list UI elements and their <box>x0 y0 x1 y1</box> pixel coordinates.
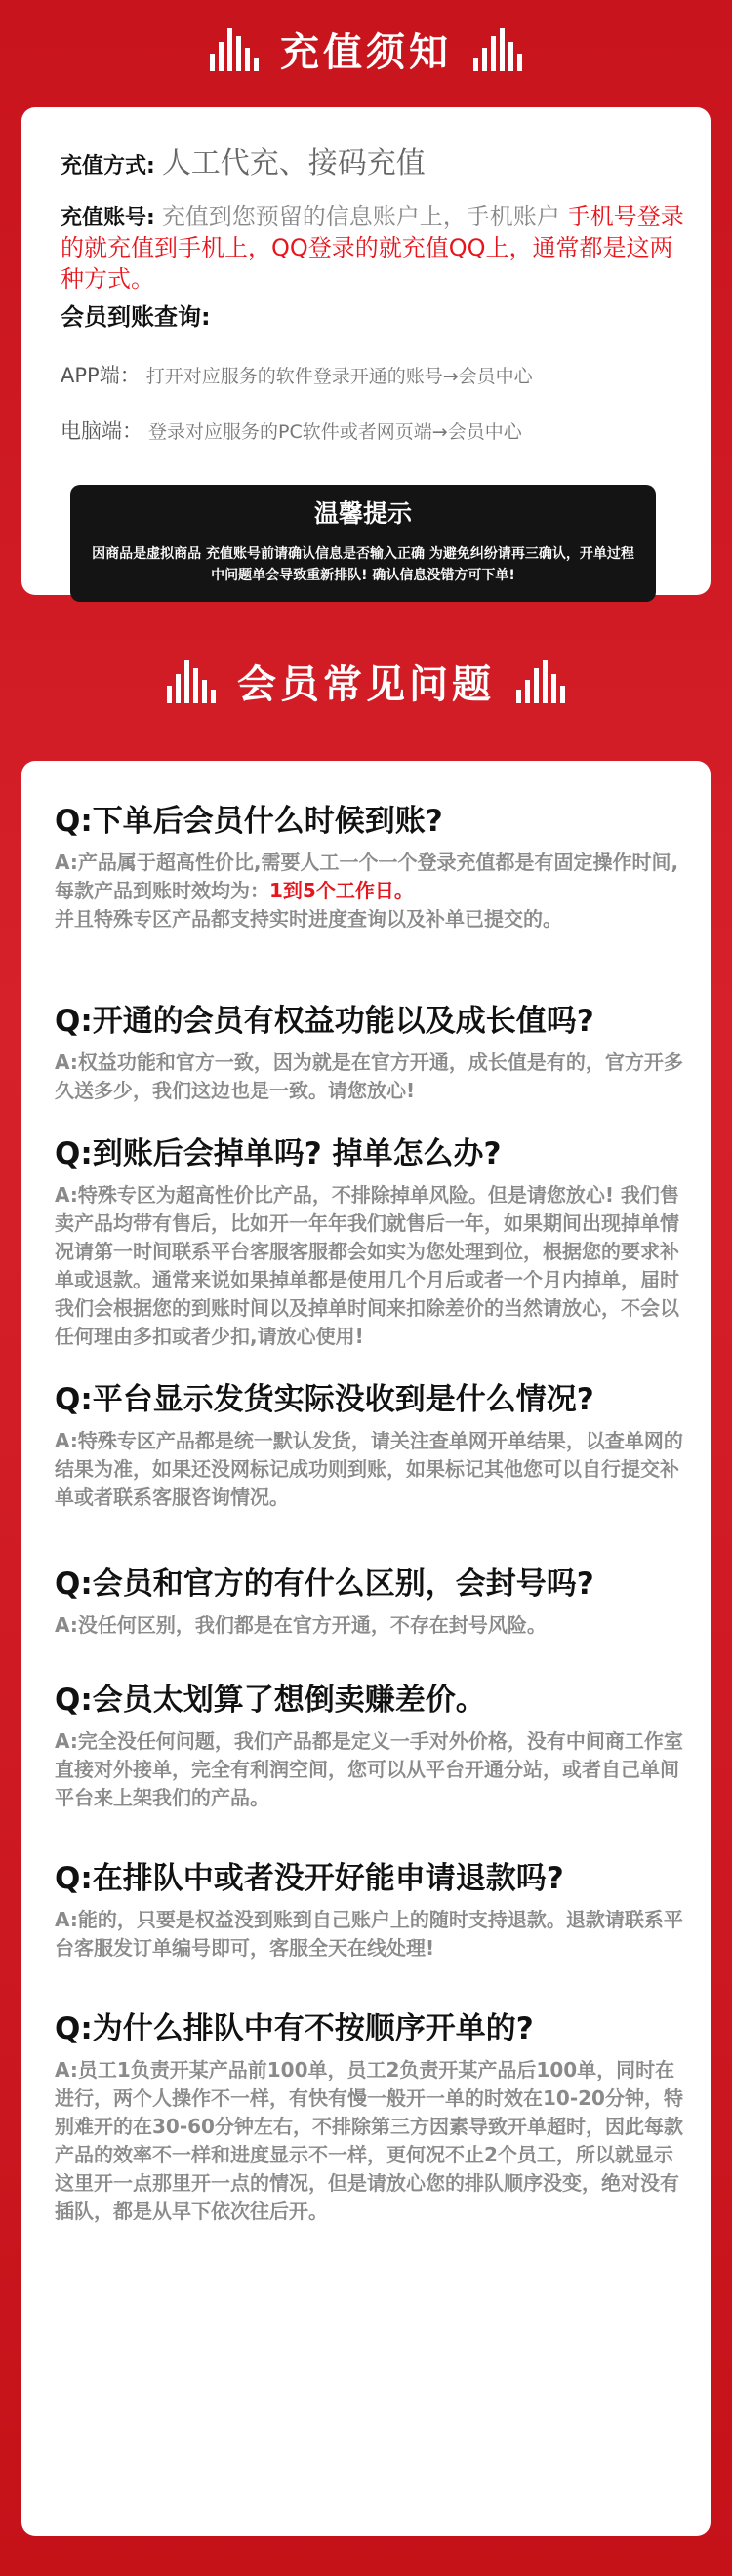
recharge-account-red-text: 手机号登录的就充值到手机上，QQ登录的就充值QQ上，通常都是这两种方式。 <box>61 203 684 293</box>
member-query-title: 会员到账查询: <box>61 303 211 331</box>
section-title-notice: 充值须知 <box>280 29 452 75</box>
faq-answer: A:能的，只要是权益没到账到自己账户上的随时支持退款。退款请联系平台客服发订单编号即可，客服全天在线处理! <box>55 1908 683 1960</box>
pc-query-label: 电脑端： <box>61 419 142 443</box>
faq-item <box>55 1000 683 1105</box>
warm-tip-box <box>70 485 656 602</box>
app-query-label: APP端： <box>61 364 141 387</box>
recharge-method-value: 人工代充、接码充值 <box>161 146 426 180</box>
faq-question: Q:为什么排队中有不按顺序开单的? <box>55 2011 534 2046</box>
faq-item <box>55 1378 683 1512</box>
faq-answer-highlight: 1到5个工作日。 <box>269 879 414 902</box>
faq-answer: A:员工1负责开某产品前100单，员工2负责开某产品后100单，同时在进行，两个人操作不一样，有快有慢一般开一单的时效在10-20分钟，特别难开的在30-60分钟左右，不排除第三方因素导致开单超时，因此每款产品的效率不一样和进度显示不一样，更何况不止2个员工，所以就显示这里开一点那里开一点的情况，但是请放心您的排队顺序没变，绝对没有插队，都是从早下依次往后开。 <box>55 2058 683 2223</box>
faq-answer: A:特殊专区为超高性价比产品，不排除掉单风险。但是请您放心! 我们售卖产品均带有售后，比如开一年年我们就售后一年，如果期间出现掉单情况请第一时间联系平台客服客服都会如实为您处理到位，根据您的要求补单或退款。通常来说如果掉单都是使用几个月后或者一个月内掉单，届时我们会根据您的到账时间以及掉单时间来扣除差价的当然请放心，不会以任何理由多扣或者少扣,请放心使用! <box>55 1183 679 1348</box>
faq-question: Q:在排队中或者没开好能申请退款吗? <box>55 1861 564 1896</box>
faq-item <box>55 1563 683 1640</box>
faq-question: Q:下单后会员什么时候到账? <box>55 804 443 839</box>
pc-query-text: 登录对应服务的PC软件或者网页端→会员中心 <box>148 421 522 443</box>
section-title-faq: 会员常见问题 <box>237 661 495 707</box>
recharge-notice-card <box>21 107 711 595</box>
recharge-account-label: 充值账号: <box>61 206 155 230</box>
faq-question: Q:会员和官方的有什么区别，会封号吗? <box>55 1566 594 1602</box>
bars-decoration-left <box>167 658 216 703</box>
faq-card <box>21 761 711 2536</box>
app-query-row <box>61 362 689 390</box>
faq-question: Q:会员太划算了想倒卖赚差价。 <box>55 1683 486 1718</box>
faq-answer: A:完全没任何问题，我们产品都是定义一手对外价格，没有中间商工作室直接对外接单，完全有利润空间，您可以从平台开通分站，或者自己单间平台来上架我们的产品。 <box>55 1729 683 1809</box>
faq-item <box>55 800 683 933</box>
bars-decoration-right <box>473 26 522 71</box>
recharge-method-label: 充值方式: <box>61 154 155 178</box>
faq-question: Q:到账后会掉单吗? 掉单怎么办? <box>55 1136 502 1171</box>
bars-decoration-right <box>516 658 565 703</box>
faq-answer <box>55 849 683 933</box>
faq-question: Q:开通的会员有权益功能以及成长值吗? <box>55 1004 594 1039</box>
section-banner-faq <box>0 632 732 730</box>
pc-query-row <box>61 417 689 446</box>
faq-answer-tail: 并且特殊专区产品都支持实时进度查询以及补单已提交的。 <box>55 907 562 931</box>
bars-decoration-left <box>210 26 259 71</box>
faq-answer: A:没任何区别，我们都是在官方开通，不存在封号风险。 <box>55 1613 547 1637</box>
recharge-account-value: 充值到您预留的信息账户上，手机账户 <box>161 203 560 230</box>
faq-item <box>55 1857 683 1962</box>
recharge-method-row <box>61 144 689 186</box>
warm-tip-title: 温馨提示 <box>313 499 412 528</box>
recharge-account-row <box>61 202 689 296</box>
app-query-text: 打开对应服务的软件登录开通的账号→会员中心 <box>145 366 533 387</box>
faq-item <box>55 2007 683 2226</box>
warm-tip-text: 因商品是虚拟商品 充值账号前请确认信息是否输入正确 为避免纠纷请再三确认，开单过程中问题单会导致重新排队! 确认信息没错方可下单! <box>92 546 634 583</box>
faq-item <box>55 1132 683 1351</box>
section-banner-notice <box>0 0 732 98</box>
faq-answer-text: A:产品属于超高性价比,需要人工一个一个登录充值都是有固定操作时间,每款产品到账时效均为： <box>55 851 679 902</box>
faq-item <box>55 1679 683 1812</box>
faq-question: Q:平台显示发货实际没收到是什么情况? <box>55 1382 594 1417</box>
faq-answer: A:特殊专区产品都是统一默认发货，请关注查单网开单结果，以查单网的结果为准，如果还没网标记成功则到账，如果标记其他您可以自行提交补单或者联系客服咨询情况。 <box>55 1429 683 1509</box>
faq-answer: A:权益功能和官方一致，因为就是在官方开通，成长值是有的，官方开多久送多少，我们这边也是一致。请您放心! <box>55 1050 683 1102</box>
